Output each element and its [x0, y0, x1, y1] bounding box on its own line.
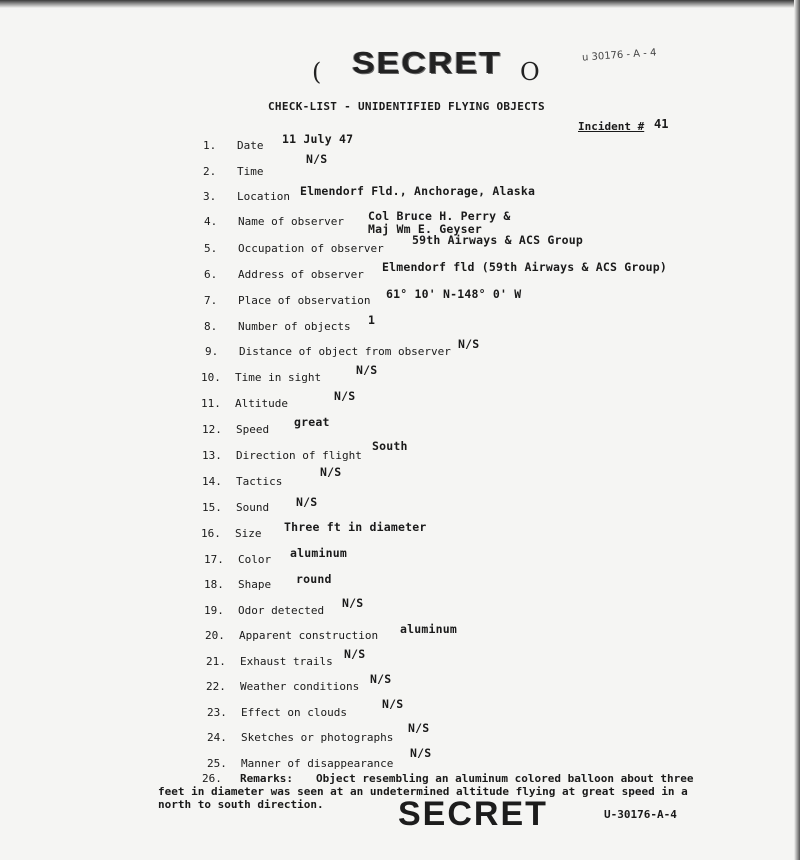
classification-stamp-top: SECRET: [352, 45, 502, 81]
item-value: Elmendorf fld (59th Airways & ACS Group): [382, 260, 667, 274]
item-number: 13.: [202, 449, 222, 462]
remarks-label: Remarks:: [240, 772, 293, 785]
item-value: Three ft in diameter: [284, 520, 427, 534]
item-label: Number of objects: [238, 320, 351, 333]
item-number: 6.: [204, 268, 218, 281]
item-label: Direction of flight: [236, 449, 362, 462]
item-number: 23.: [207, 706, 227, 719]
item-value: aluminum: [400, 622, 457, 636]
item-number: 17.: [204, 553, 224, 566]
item-number: 8.: [204, 320, 218, 333]
item-number: 15.: [202, 501, 222, 514]
handwritten-file-note: u 30176 - A - 4: [581, 47, 657, 64]
item-value: N/S: [334, 389, 356, 403]
item-number: 16.: [201, 527, 221, 540]
classification-stamp-bottom: SECRET: [398, 795, 548, 833]
item-value-line2: Maj Wm E. Geyser: [368, 222, 482, 236]
item-value: N/S: [382, 697, 404, 711]
item-value: 11 July 47: [282, 132, 354, 146]
item-number: 9.: [205, 345, 219, 358]
remarks-text: Object resembling an aluminum colored balloon about three feet in diameter was seen at an undetermined altitude flying at great speed in a north to south direction.: [158, 772, 694, 811]
item-number: 11.: [201, 397, 221, 410]
item-number: 12.: [202, 423, 222, 436]
item-value: 61° 10' N-148° 0' W: [386, 287, 522, 301]
item-label: Occupation of observer: [238, 242, 384, 255]
item-value: 59th Airways & ACS Group: [412, 233, 583, 247]
item-number: 20.: [205, 629, 225, 642]
remarks-number: 26.: [202, 772, 222, 785]
item-label: Time in sight: [235, 371, 322, 384]
item-label: Altitude: [235, 397, 288, 410]
item-label: Odor detected: [238, 604, 325, 617]
item-number: 24.: [207, 731, 227, 744]
item-value: N/S: [344, 647, 366, 661]
item-value: N/S: [408, 721, 430, 735]
item-label: Weather conditions: [240, 680, 360, 693]
item-label: Speed: [236, 423, 270, 436]
item-label: Time: [237, 165, 264, 178]
item-value: N/S: [356, 363, 378, 377]
item-number: 3.: [203, 190, 217, 203]
item-number: 21.: [206, 655, 226, 668]
item-label: Sound: [236, 501, 270, 514]
item-label: Place of observation: [238, 294, 371, 307]
item-label: Shape: [238, 578, 272, 591]
item-label: Manner of disappearance: [241, 757, 394, 770]
item-number: 1.: [203, 139, 217, 152]
item-value: aluminum: [290, 546, 347, 560]
item-label: Date: [237, 139, 264, 152]
item-label: Sketches or photographs: [241, 731, 394, 744]
item-label: Size: [235, 527, 262, 540]
item-value: N/S: [320, 465, 342, 479]
incident-label: Incident #: [578, 120, 645, 133]
item-value: N/S: [296, 495, 318, 509]
item-number: 4.: [204, 215, 218, 228]
item-number: 22.: [206, 680, 226, 693]
item-label: Distance of object from observer: [239, 345, 451, 358]
file-number: U-30176-A-4: [604, 808, 677, 821]
item-label: Exhaust trails: [240, 655, 333, 668]
item-label: Tactics: [236, 475, 283, 488]
item-value: N/S: [306, 152, 328, 166]
item-value: round: [296, 572, 332, 586]
scan-edge-right: [794, 0, 800, 860]
item-value: Col Bruce H. Perry &: [368, 209, 511, 223]
item-number: 5.: [204, 242, 218, 255]
item-number: 19.: [204, 604, 224, 617]
item-number: 14.: [202, 475, 222, 488]
item-number: 2.: [203, 165, 217, 178]
item-value: 1: [368, 313, 376, 327]
incident-number: 41: [654, 117, 669, 131]
item-value: great: [294, 415, 330, 429]
stamp-paren-right: O: [520, 58, 540, 86]
item-value: Elmendorf Fld., Anchorage, Alaska: [300, 184, 536, 198]
document-title: CHECK-LIST - UNIDENTIFIED FLYING OBJECTS: [268, 100, 545, 113]
item-number: 7.: [204, 294, 218, 307]
item-label: Color: [238, 553, 272, 566]
item-value: N/S: [458, 337, 480, 351]
item-number: 18.: [204, 578, 224, 591]
item-label: Address of observer: [238, 268, 364, 281]
item-value: N/S: [370, 672, 392, 686]
item-value: N/S: [410, 746, 432, 760]
item-label: Name of observer: [238, 215, 344, 228]
item-number: 10.: [201, 371, 221, 384]
item-value: N/S: [342, 596, 364, 610]
item-number: 25.: [207, 757, 227, 770]
item-label: Apparent construction: [239, 629, 379, 642]
stamp-paren-left: (: [312, 58, 322, 86]
item-value: South: [372, 439, 408, 453]
scan-edge-top: [0, 0, 800, 8]
item-label: Effect on clouds: [241, 706, 347, 719]
item-label: Location: [237, 190, 290, 203]
